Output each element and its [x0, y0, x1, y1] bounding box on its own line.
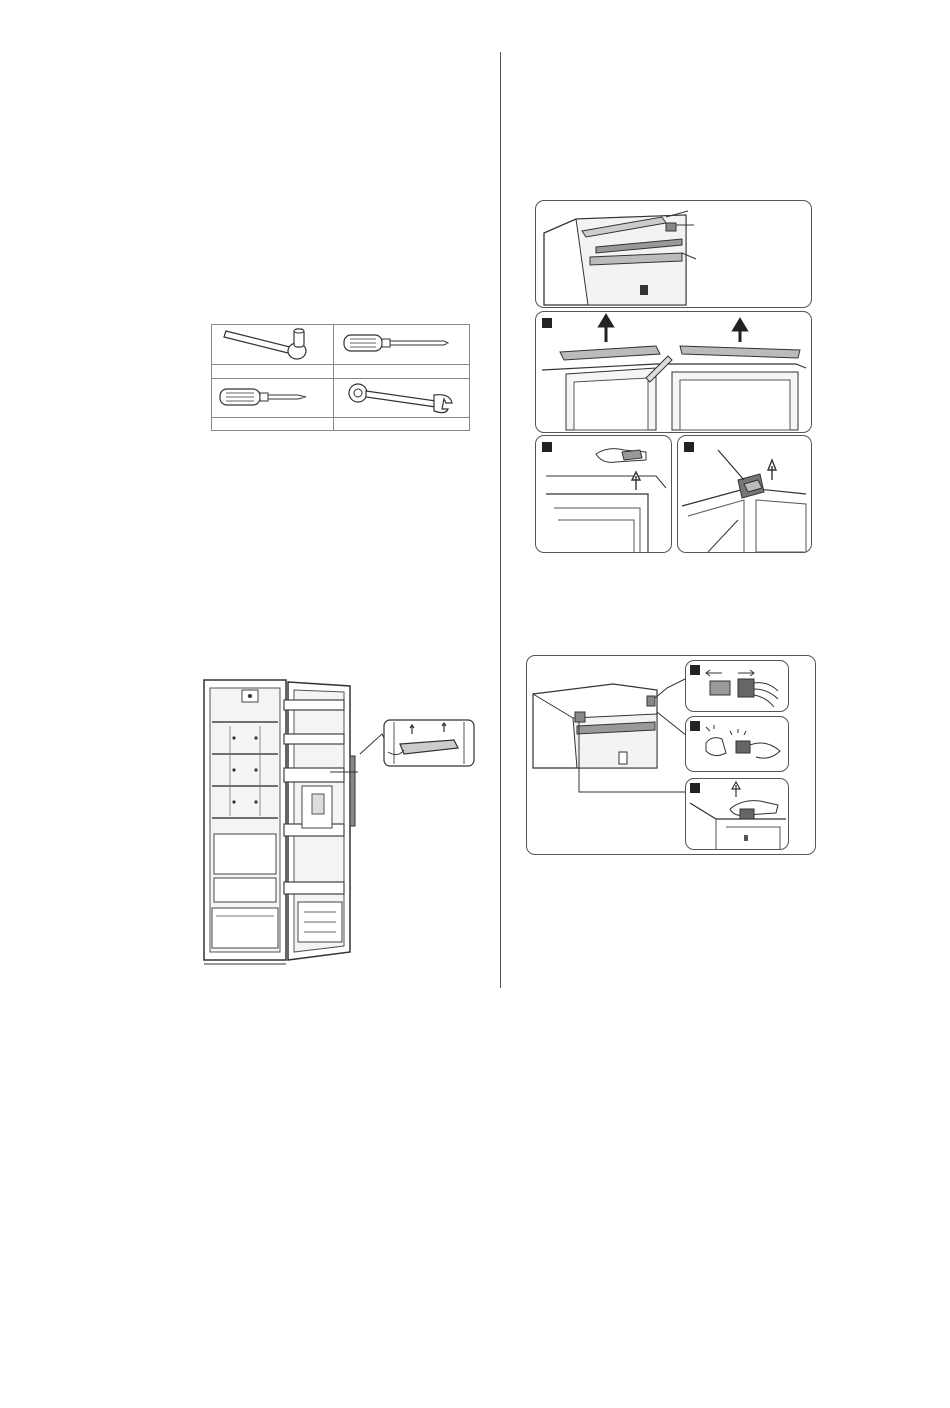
step-marker	[542, 442, 552, 452]
table-divider	[212, 417, 469, 418]
hinge-cover-lift-icon	[535, 311, 812, 433]
hinge-cover-release-icon	[677, 435, 812, 553]
hinge-cover-removal-icon	[535, 200, 812, 308]
socket-wrench-icon	[218, 327, 330, 363]
flat-screwdriver-icon	[340, 331, 466, 357]
open-end-wrench-icon	[338, 381, 466, 415]
phillips-screwdriver-icon	[216, 383, 328, 413]
door-hinge-cover-detail-icon	[535, 435, 672, 553]
table-divider	[212, 378, 469, 379]
connector-unplug-icon	[685, 716, 789, 772]
refrigerator-open-door-icon	[200, 676, 360, 970]
table-divider	[212, 364, 469, 365]
connector-separate-icon	[685, 660, 789, 712]
wire-harness-disconnect-icon	[526, 655, 816, 855]
hinge-cable-lift-icon	[685, 778, 789, 850]
column-divider	[500, 52, 501, 988]
tools-table	[211, 324, 470, 431]
door-bin-removal-detail-icon	[358, 718, 478, 770]
step-marker	[542, 318, 552, 328]
step-marker	[690, 721, 700, 731]
step-marker	[690, 783, 700, 793]
step-marker	[690, 665, 700, 675]
step-marker	[684, 442, 694, 452]
